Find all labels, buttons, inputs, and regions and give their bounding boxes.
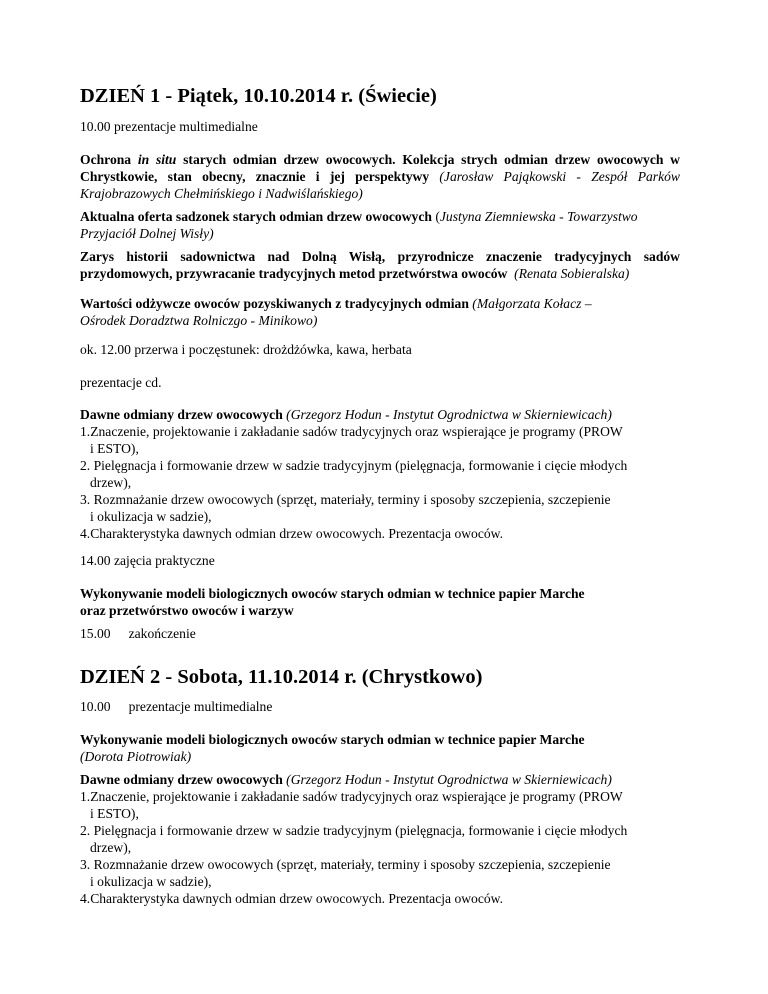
end-label: zakończenie bbox=[128, 626, 196, 641]
list-item-cont: i okulizacja w sadzie), bbox=[90, 509, 212, 524]
day1-talk-2 bbox=[80, 208, 680, 242]
talk-title: Wykonywanie modeli biologicznych owoców starych odmian w technice papier Marche bbox=[80, 732, 585, 747]
list-item-cont: drzew), bbox=[90, 475, 132, 490]
talk-author: (Jarosław Pająkowski - Zespół Parków Krajobrazowych Chełmińskiego i Nadwiślańskiego) bbox=[80, 169, 680, 201]
talk-title: Wartości odżywcze owoców pozyskiwanych z tradycyjnych odmian bbox=[80, 296, 469, 311]
list-item: 3. Rozmnażanie drzew owocowych (sprzęt, materiały, terminy i sposoby szczepienia, szczepienie bbox=[80, 857, 611, 872]
day1-continuation: prezentacje cd. bbox=[80, 375, 162, 390]
talk-title-part: Ochrona bbox=[80, 152, 138, 167]
list-item: 4.Charakterystyka dawnych odmian drzew owocowych. Prezentacja owoców. bbox=[80, 891, 504, 906]
talk-title: Wykonywanie modeli biologicznych owoców starych odmian w technice papier Marche bbox=[80, 586, 585, 601]
time-label: 15.00 bbox=[80, 626, 111, 641]
talk-author: (Dorota Piotrowiak) bbox=[80, 749, 192, 764]
list-item-cont: drzew), bbox=[90, 840, 132, 855]
day1-time-1000: 10.00 prezentacje multimedialne bbox=[80, 119, 258, 134]
list-item: 2. Pielęgnacja i formowanie drzew w sadzie tradycyjnym (pielęgnacja, formowanie i cięcie młodych bbox=[80, 823, 628, 838]
talk-title-italic: in situ bbox=[137, 152, 177, 167]
talk-author: (Grzegorz Hodun - Instytut Ogrodnictwa w Skierniewicach) bbox=[282, 407, 612, 422]
day1-heading: DZIEŃ 1 - Piątek, 10.10.2014 r. (Świecie) bbox=[80, 85, 437, 107]
day1-time-1400: 14.00 zajęcia praktyczne bbox=[80, 553, 215, 568]
list-item-cont: i okulizacja w sadzie), bbox=[90, 874, 212, 889]
day2-talk-1 bbox=[80, 731, 680, 765]
time-label: 10.00 bbox=[80, 699, 111, 714]
talk-title: Dawne odmiany drzew owocowych bbox=[80, 407, 283, 422]
day2-time-1000 bbox=[80, 698, 680, 715]
list-item-cont: i ESTO), bbox=[90, 441, 139, 456]
day2-heading: DZIEŃ 2 - Sobota, 11.10.2014 r. (Chrystkowo) bbox=[80, 666, 483, 688]
talk-title: oraz przetwórstwo owoców i warzyw bbox=[80, 603, 294, 618]
talk-author: Justyna Ziemniewska - Towarzystwo Przyjaciół Dolnej Wisły) bbox=[80, 209, 638, 241]
day2-talk-2 bbox=[80, 771, 680, 907]
list-item-cont: i ESTO), bbox=[90, 806, 139, 821]
day1-talk-3 bbox=[80, 248, 680, 282]
list-item: 1.Znaczenie, projektowanie i zakładanie sadów tradycyjnych oraz wspierające je programy (PROW bbox=[80, 789, 623, 804]
day1-talk-5 bbox=[80, 406, 680, 542]
talk-author: (Małgorzata Kołacz – bbox=[468, 296, 592, 311]
day1-talk-1 bbox=[80, 151, 680, 202]
talk-paren: ( bbox=[431, 209, 440, 224]
list-item: 2. Pielęgnacja i formowanie drzew w sadzie tradycyjnym (pielęgnacja, formowanie i cięcie młodych bbox=[80, 458, 628, 473]
time-description: prezentacje multimedialne bbox=[128, 699, 273, 714]
day1-talk-4 bbox=[80, 295, 680, 329]
talk-title-part: starych odmian drzew owocowych. Kolekcja strych odmian drzew owocowych w Chrystkowie, stan obecny, znacznie i jej perspektywy bbox=[80, 152, 681, 184]
list-item: 1.Znaczenie, projektowanie i zakładanie sadów tradycyjnych oraz wspierające je programy (PROW bbox=[80, 424, 623, 439]
day1-talk-6 bbox=[80, 585, 680, 619]
talk-title: Dawne odmiany drzew owocowych bbox=[80, 772, 283, 787]
list-item: 4.Charakterystyka dawnych odmian drzew owocowych. Prezentacja owoców. bbox=[80, 526, 504, 541]
talk-title: Aktualna oferta sadzonek starych odmian drzew owocowych bbox=[80, 209, 432, 224]
talk-author: (Renata Sobieralska) bbox=[507, 266, 630, 281]
talk-author: Ośrodek Doradztwa Rolniczgo - Minikowo) bbox=[80, 313, 318, 328]
list-item: 3. Rozmnażanie drzew owocowych (sprzęt, materiały, terminy i sposoby szczepienia, szczepienie bbox=[80, 492, 611, 507]
day1-time-1500 bbox=[80, 625, 680, 642]
talk-title: Zarys historii sadownictwa nad Dolną Wisłą, przyrodnicze znaczenie tradycyjnych sadów przydomowych, przywracanie tradycyjnych metod przetwórstwa owoców bbox=[80, 249, 680, 281]
talk-author: (Grzegorz Hodun - Instytut Ogrodnictwa w Skierniewicach) bbox=[282, 772, 612, 787]
day1-break: ok. 12.00 przerwa i poczęstunek: drożdżówka, kawa, herbata bbox=[80, 342, 412, 357]
